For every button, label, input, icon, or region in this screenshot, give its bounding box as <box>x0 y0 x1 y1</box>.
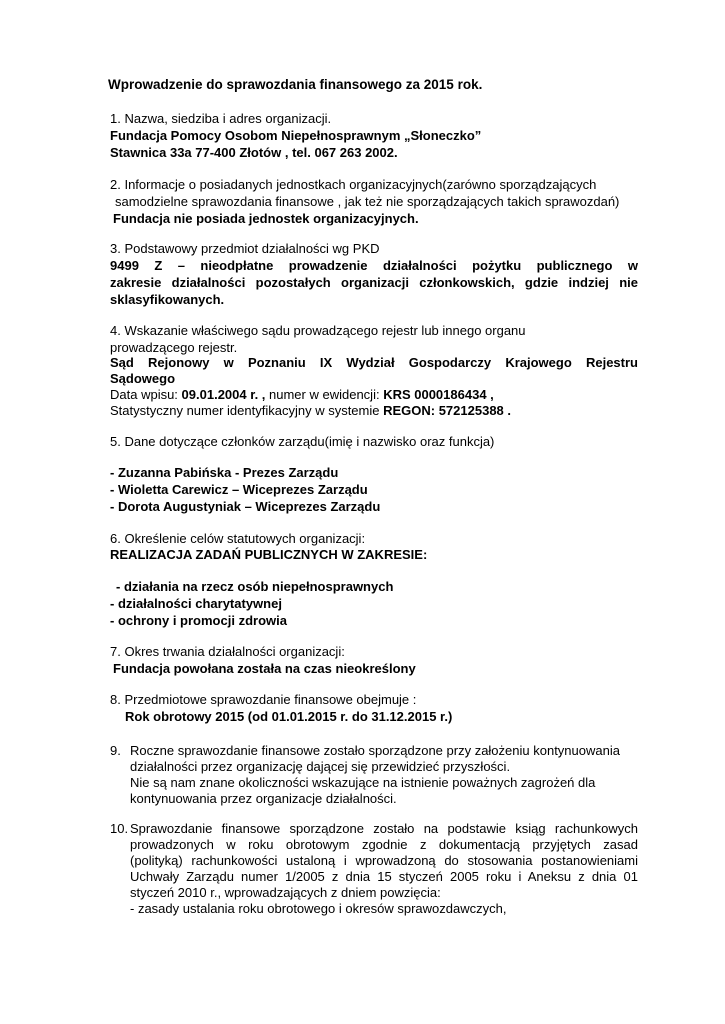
section-9-line-3: Nie są nam znane okoliczności wskazujące na istnienie poważnych zagrożeń dla <box>130 775 596 790</box>
statutory-goal-1: - działania na rzecz osób niepełnosprawnych <box>116 579 394 594</box>
section-10-number: 10. <box>110 821 129 836</box>
board-member-2: - Wioletta Carewicz – Wiceprezes Zarządu <box>110 482 368 497</box>
krs-label: numer w ewidencji: <box>265 387 384 402</box>
section-4-line-1: 4. Wskazanie właściwego sądu prowadzącego rejestr lub innego organu <box>110 323 526 338</box>
section-6-subheading: REALIZACJA ZADAŃ PUBLICZNYCH W ZAKRESIE: <box>110 547 428 562</box>
section-1-heading: 1. Nazwa, siedziba i adres organizacji. <box>110 111 332 126</box>
regon-number: : 572125388 . <box>430 403 511 418</box>
board-member-3: - Dorota Augustyniak – Wiceprezes Zarządu <box>110 499 381 514</box>
section-2-line-2: samodzielne sprawozdania finansowe , jak też nie sporządzających takich sprawozdań) <box>115 194 620 209</box>
krs-number: KRS 0000186434 , <box>383 387 494 402</box>
pkd-line-3: sklasyfikowanych. <box>110 292 225 307</box>
section-10-line-4: Uchwały Zarządu numer 1/2005 z dnia 15 styczeń 2005 roku i Aneksu z dnia 01 <box>130 869 638 884</box>
registration-line <box>110 386 494 403</box>
section-4-line-2: prowadzącego rejestr. <box>110 340 238 355</box>
section-10-line-6: - zasady ustalania roku obrotowego i okresów sprawozdawczych, <box>130 901 507 916</box>
section-9-line-1: Roczne sprawozdanie finansowe zostało sporządzone przy założeniu kontynuowania <box>130 743 620 758</box>
pkd-line-2: zakresie działalności pozostałych organizacji członkowskich, gdzie indziej nie <box>110 275 638 290</box>
board-member-1: - Zuzanna Pabińska - Prezes Zarządu <box>110 465 339 480</box>
document-title: Wprowadzenie do sprawozdania finansowego za 2015 rok. <box>108 77 483 92</box>
section-10-line-1: Sprawozdanie finansowe sporządzone zostało na podstawie ksiąg rachunkowych <box>130 821 638 836</box>
section-9-line-2: działalności przez organizację dającej się przewidzieć przyszłości. <box>130 759 511 774</box>
section-3-heading: 3. Podstawowy przedmiot działalności wg PKD <box>110 241 380 256</box>
court-line-2: Sądowego <box>110 371 176 386</box>
section-7-heading: 7. Okres trwania działalności organizacji: <box>110 644 345 659</box>
entry-date-label: Data wpisu: <box>110 387 182 402</box>
pkd-line-1: 9499 Z – nieodpłatne prowadzenie działalności pożytku publicznego w <box>110 258 638 273</box>
regon-label: Statystyczny numer identyfikacyjny w systemie <box>110 403 384 418</box>
organization-address: Stawnica 33a 77-400 Złotów , tel. 067 263 2002. <box>110 145 398 160</box>
statutory-goal-2: - działalności charytatywnej <box>110 596 282 611</box>
section-8-heading: 8. Przedmiotowe sprawozdanie finansowe obejmuje : <box>110 692 417 707</box>
section-9-number: 9. <box>110 743 121 758</box>
section-9-line-4: kontynuowania przez organizacje działalności. <box>130 791 397 806</box>
section-5-heading: 5. Dane dotyczące członków zarządu(imię i nazwisko oraz funkcja) <box>110 434 495 449</box>
section-8-answer: Rok obrotowy 2015 (od 01.01.2015 r. do 31.12.2015 r.) <box>125 709 453 724</box>
entry-date: 09.01.2004 r. , <box>181 387 266 402</box>
court-line-1: Sąd Rejonowy w Poznaniu IX Wydział Gospodarczy Krajowego Rejestru <box>110 355 638 370</box>
organization-name: Fundacja Pomocy Osobom Niepełnosprawnym „Słoneczko” <box>110 128 482 143</box>
section-2-line-1: 2. Informacje o posiadanych jednostkach organizacyjnych(zarówno sporządzających <box>110 177 597 192</box>
section-7-answer: Fundacja powołana została na czas nieokreślony <box>113 661 416 676</box>
section-10-line-2: prowadzonych w roku obrotowym zgodnie z dokumentacją przyjętych zasad <box>130 837 638 852</box>
statutory-goal-3: - ochrony i promocji zdrowia <box>110 613 287 628</box>
regon-key: REGON <box>383 403 431 418</box>
section-10-line-5: styczeń 2010 r., wprowadzających z dniem powzięcia: <box>130 885 441 900</box>
regon-line <box>110 402 511 419</box>
section-6-heading: 6. Określenie celów statutowych organizacji: <box>110 531 366 546</box>
section-2-answer: Fundacja nie posiada jednostek organizacyjnych. <box>113 211 419 226</box>
section-10-line-3: (polityką) rachunkowości ustaloną i wprowadzoną do stosowania postanowieniami <box>130 853 638 868</box>
